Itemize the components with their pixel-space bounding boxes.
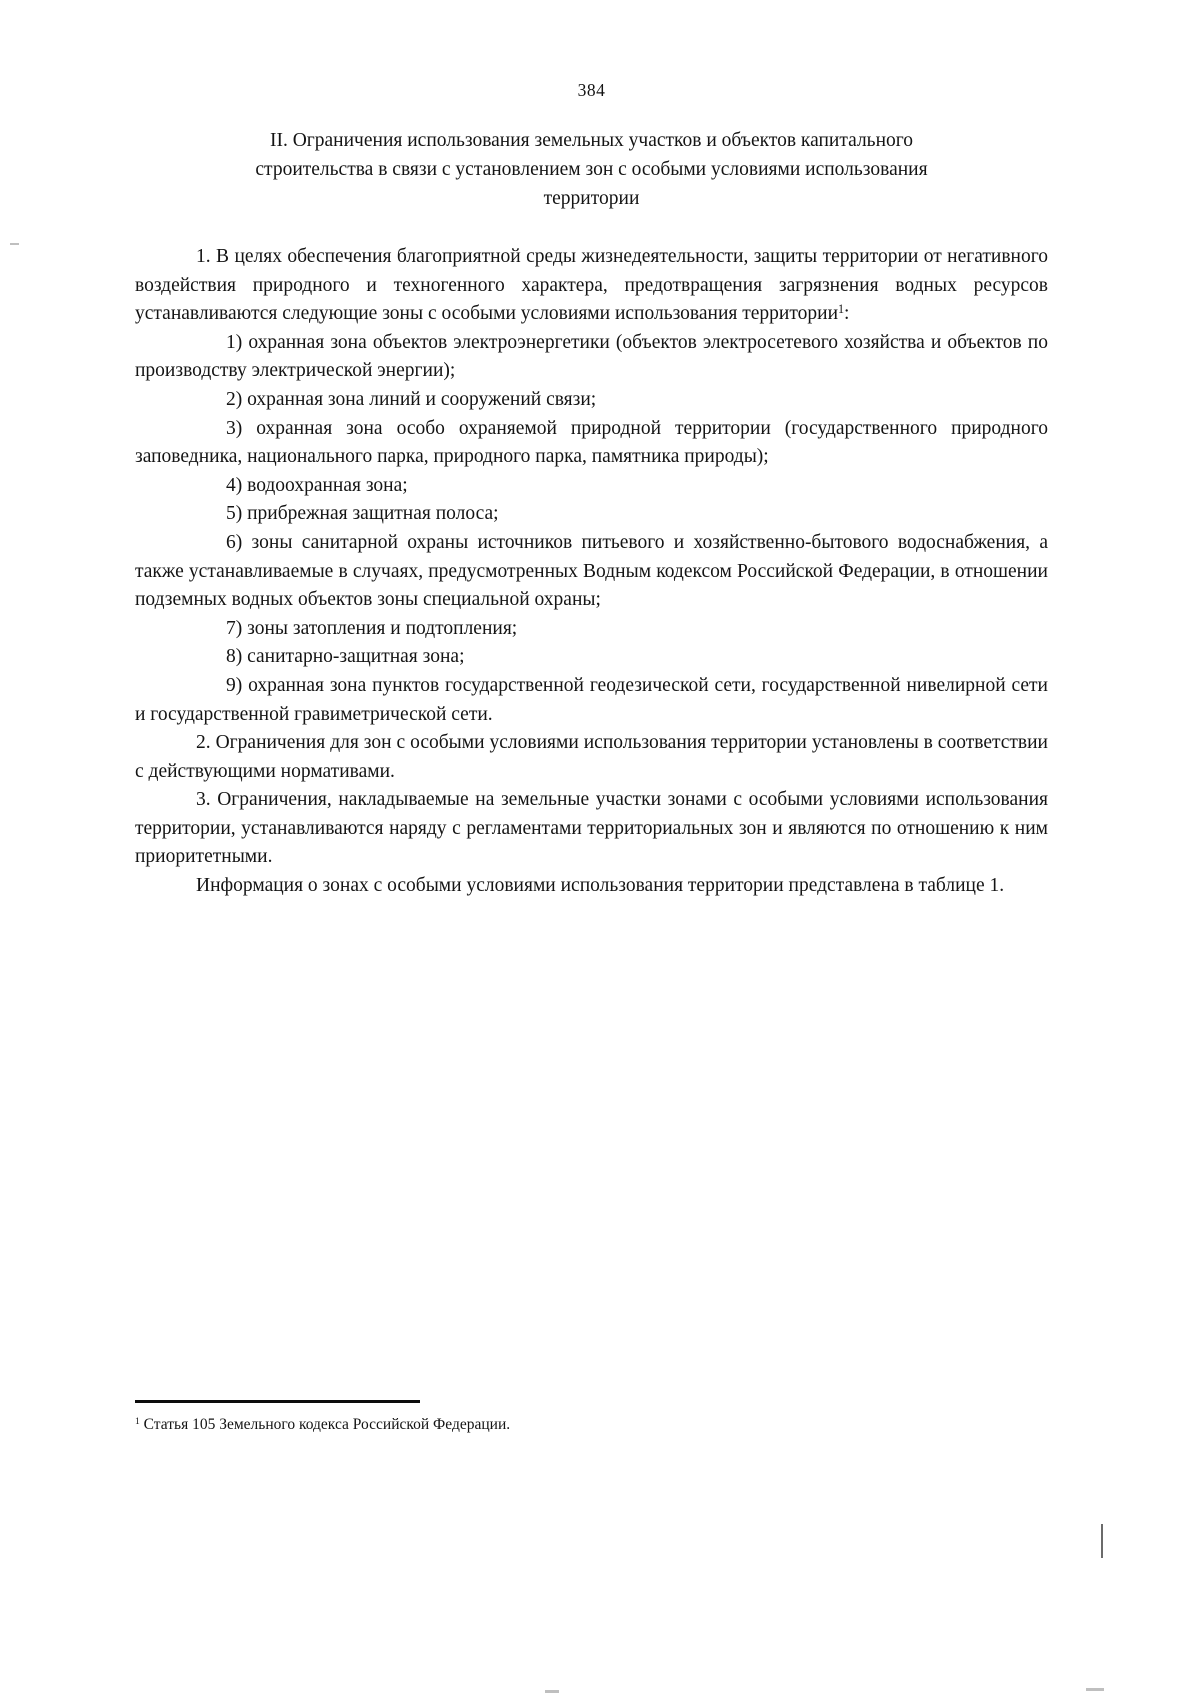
text-run: 1) охранная зона объектов электроэнергетики (объектов электросетевого хозяйства и объектов по производству электрической энергии); <box>135 331 1048 382</box>
text-run: 3. Ограничения, накладываемые на земельные участки зонами с особыми условиями использования территории, устанавливаются наряду с регламентами территориальных зон и являются по отношению к ним приоритетными. <box>135 789 1048 868</box>
list-item-paragraph <box>135 415 1048 472</box>
title-line: II. Ограничения использования земельных участков и объектов капитального <box>269 130 914 151</box>
page-number: 384 <box>577 80 606 100</box>
body-paragraph <box>135 243 1048 329</box>
title-line: строительства в связи с установлением зон с особыми условиями использования <box>255 159 928 180</box>
text-run: 2. Ограничения для зон с особыми условиями использования территории установлены в соответствии с действующими нормативами. <box>135 732 1048 782</box>
list-item-paragraph <box>135 329 1048 386</box>
text-run: 2) охранная зона линий и сооружений связи; <box>226 388 597 410</box>
document-title <box>135 126 1048 213</box>
scan-artifact-right-tick <box>1101 1524 1103 1558</box>
list-item-paragraph <box>135 615 1048 644</box>
scan-artifact-left-dash <box>10 243 19 245</box>
list-item-paragraph <box>135 643 1048 672</box>
scan-artifact-bottom-right <box>1086 1688 1104 1691</box>
footnote <box>135 1400 1048 1435</box>
text-run: 8) санитарно-защитная зона; <box>226 646 465 668</box>
body-paragraph <box>135 729 1048 786</box>
footnote-separator <box>135 1400 420 1403</box>
text-run: 7) зоны затопления и подтопления; <box>226 617 518 639</box>
text-run: Информация о зонах с особыми условиями использования территории представлена в таблице 1. <box>196 875 1005 897</box>
text-run: 3) охранная зона особо охраняемой природной территории (государственного природного заповедника, национального парка, природного парка, памятника природы); <box>135 417 1048 468</box>
scan-artifact-bottom-mid <box>545 1690 559 1693</box>
footnote-marker: 1 <box>135 1415 140 1427</box>
list-item-paragraph <box>135 472 1048 501</box>
text-run: : <box>844 303 850 325</box>
footnote-text <box>135 1414 1048 1435</box>
page-content <box>135 80 1048 901</box>
text-run: 9) охранная зона пунктов государственной геодезической сети, государственной нивелирной сети и государственной гравиметрической сети. <box>135 674 1048 725</box>
document-body <box>135 243 1048 901</box>
text-run: 1. В целях обеспечения благоприятной среды жизнедеятельности, защиты территории от негативного воздействия природного и техногенного характера, предотвращения загрязнения водных ресурсов устанавливаются следующие зоны с особыми условиями использования территории <box>135 246 1048 325</box>
list-item-paragraph <box>135 386 1048 415</box>
text-run: Статья 105 Земельного кодекса Российской Федерации. <box>139 1416 511 1433</box>
text-run: 4) водоохранная зона; <box>226 474 408 496</box>
list-item-paragraph <box>135 529 1048 615</box>
body-paragraph <box>135 786 1048 872</box>
text-run: 5) прибрежная защитная полоса; <box>226 503 499 525</box>
footnote-marker: 1 <box>838 301 845 316</box>
text-run: 6) зоны санитарной охраны источников питьевого и хозяйственно-бытового водоснабжения, а также устанавливаемые в случаях, предусмотренных Водным кодексом Российской Федерации, в отношении подземных водных объектов зоны специальной охраны; <box>135 531 1048 611</box>
body-paragraph <box>135 872 1048 901</box>
title-line: территории <box>543 188 640 209</box>
list-item-paragraph <box>135 672 1048 729</box>
list-item-paragraph <box>135 500 1048 529</box>
